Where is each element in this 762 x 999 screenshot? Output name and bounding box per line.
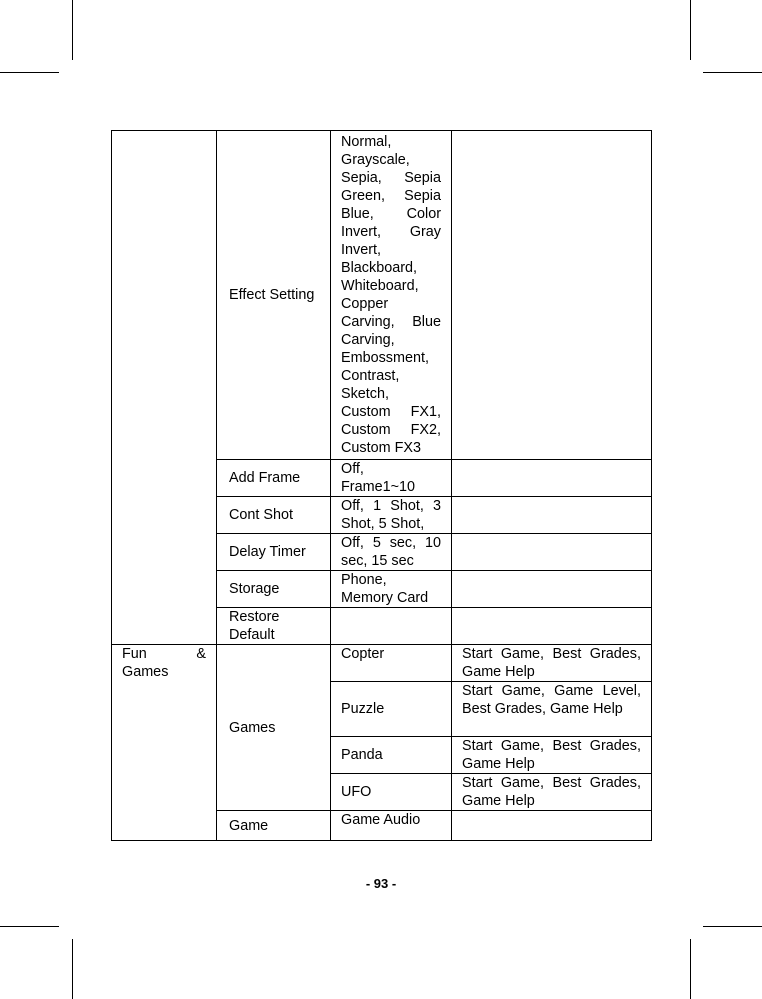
- table-cell-empty: [452, 571, 652, 608]
- menu-name: Fun & Games: [112, 645, 217, 841]
- game-name: Panda: [331, 737, 452, 774]
- crop-mark: [690, 939, 691, 999]
- game-description: Start Game, Best Grades, Game Help: [452, 737, 652, 774]
- game-name: Copter: [331, 645, 452, 682]
- table-cell-empty: [452, 608, 652, 645]
- table-cell-empty: [112, 131, 217, 645]
- setting-name: Games: [217, 645, 331, 811]
- table-row: [112, 645, 652, 682]
- setting-name: Cont Shot: [217, 497, 331, 534]
- setting-options: Off, Frame1~10: [331, 460, 452, 497]
- setting-options: [331, 608, 452, 645]
- setting-name: Storage: [217, 571, 331, 608]
- game-description: Start Game, Best Grades, Game Help: [452, 645, 652, 682]
- crop-mark: [703, 926, 762, 927]
- setting-options: Phone, Memory Card: [331, 571, 452, 608]
- setting-options: Off, 5 sec, 10 sec, 15 sec: [331, 534, 452, 571]
- settings-table: [111, 130, 652, 841]
- crop-mark: [0, 926, 59, 927]
- setting-name: Add Frame: [217, 460, 331, 497]
- page-number: - 93 -: [365, 876, 397, 891]
- table-row: [112, 131, 652, 460]
- crop-mark: [703, 72, 762, 73]
- crop-mark: [72, 0, 73, 60]
- table-cell-empty: [452, 534, 652, 571]
- setting-name: Restore Default: [217, 608, 331, 645]
- game-name: UFO: [331, 774, 452, 811]
- table-cell-empty: [452, 497, 652, 534]
- crop-mark: [72, 939, 73, 999]
- table-cell-empty: [452, 811, 652, 841]
- table-cell-empty: [452, 131, 652, 460]
- table-cell-empty: [452, 460, 652, 497]
- game-description: Start Game, Best Grades, Game Help: [452, 774, 652, 811]
- setting-name: Effect Setting: [217, 131, 331, 460]
- setting-options: Game Audio: [331, 811, 452, 841]
- setting-options: Normal, Grayscale, Sepia, Sepia Green, Sepia Blue, Color Invert, Gray Invert, Blackboard, Whiteboard, Copper Carving, Blue Carving, Embossment, Contrast, Sketch, Custom FX1, Custom FX2, Custom FX3: [331, 131, 452, 460]
- setting-name: Game: [217, 811, 331, 841]
- setting-options: Off, 1 Shot, 3 Shot, 5 Shot,: [331, 497, 452, 534]
- setting-name: Delay Timer: [217, 534, 331, 571]
- game-name: Puzzle: [331, 682, 452, 737]
- game-description: Start Game, Game Level, Best Grades, Game Help: [452, 682, 652, 737]
- crop-mark: [690, 0, 691, 60]
- crop-mark: [0, 72, 59, 73]
